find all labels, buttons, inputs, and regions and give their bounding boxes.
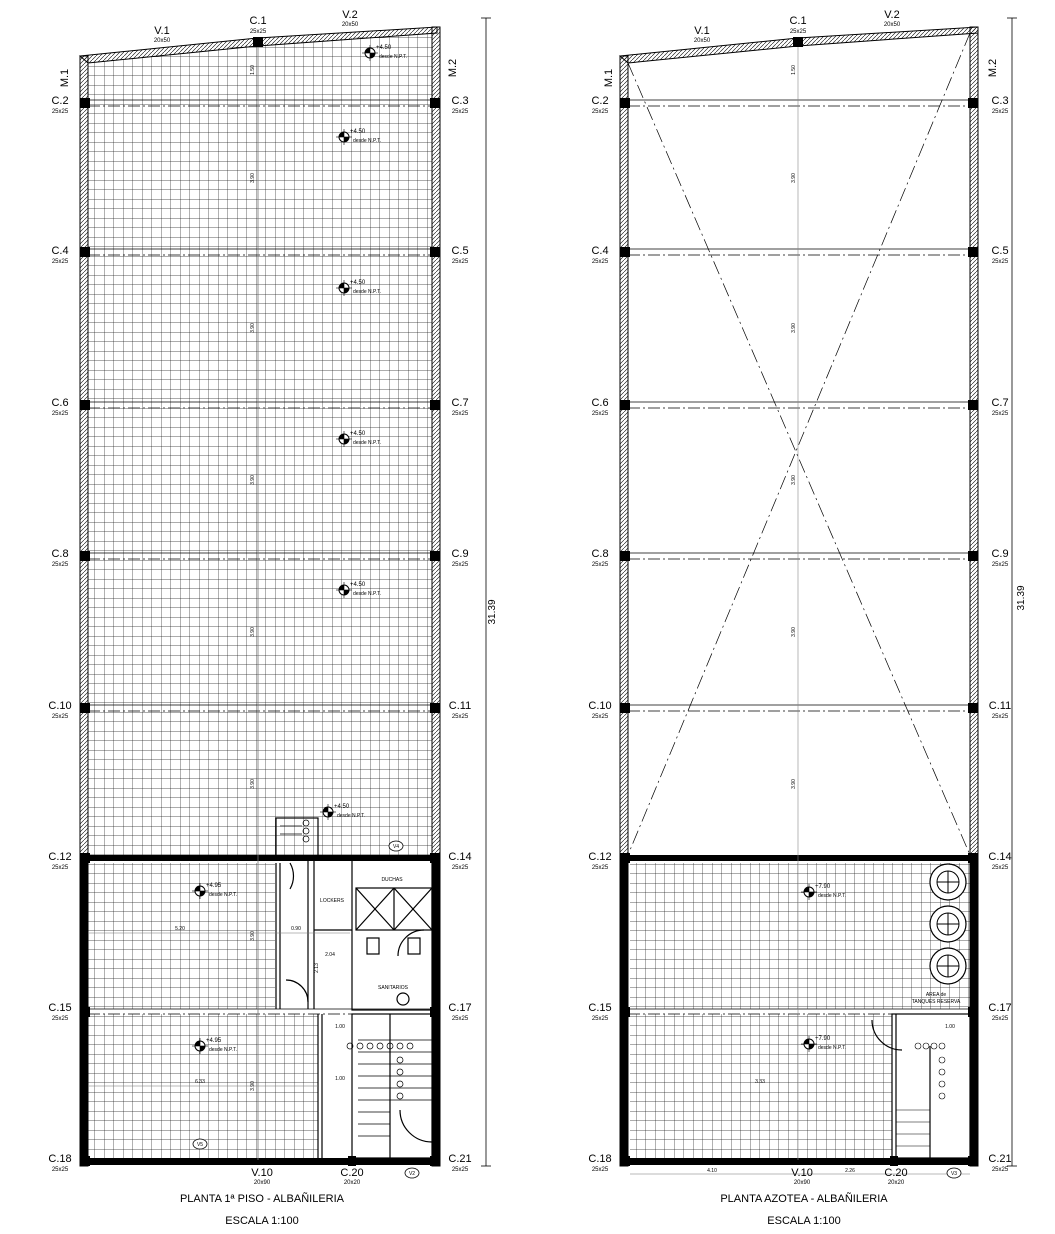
reserve-tanks	[930, 864, 966, 984]
svg-text:25x25: 25x25	[991, 562, 1009, 568]
svg-text:+4.50: +4.50	[376, 45, 392, 51]
svg-text:+4.95: +4.95	[206, 1038, 222, 1044]
svg-text:25x25: 25x25	[51, 1167, 69, 1173]
svg-text:+4.95: +4.95	[206, 883, 222, 889]
roof-label-v1: V.1	[694, 25, 710, 37]
label-v10: V.10	[251, 1167, 273, 1179]
svg-text:25x25: 25x25	[451, 411, 469, 417]
svg-text:25x25: 25x25	[991, 411, 1009, 417]
svg-text:C.2: C.2	[591, 95, 609, 107]
svg-text:C.12: C.12	[588, 851, 612, 863]
svg-text:C.18: C.18	[48, 1153, 72, 1165]
plan-title: PLANTA 1ª PISO - ALBAÑILERIA	[179, 1193, 345, 1205]
label-c20-size: 20x20	[343, 1180, 361, 1186]
svg-text:5.20: 5.20	[175, 926, 185, 932]
svg-text:3.90: 3.90	[791, 627, 797, 637]
svg-text:25x25: 25x25	[51, 865, 69, 871]
svg-text:+7.90: +7.90	[815, 1036, 831, 1042]
svg-text:C.6: C.6	[591, 397, 609, 409]
svg-text:DUCHAS: DUCHAS	[381, 877, 403, 883]
svg-text:C.10: C.10	[48, 700, 72, 712]
svg-text:20x50: 20x50	[883, 22, 901, 28]
roof-plan-title: PLANTA AZOTEA - ALBAÑILERIA	[720, 1193, 888, 1205]
svg-text:25x25: 25x25	[991, 109, 1009, 115]
svg-text:3.90: 3.90	[250, 323, 256, 333]
svg-text:25x25: 25x25	[591, 1016, 609, 1022]
label-c1: C.1	[249, 15, 267, 27]
svg-text:25x25: 25x25	[51, 109, 69, 115]
svg-text:C.2: C.2	[51, 95, 69, 107]
svg-text:25x25: 25x25	[51, 259, 69, 265]
svg-text:C.12: C.12	[48, 851, 72, 863]
bottom-wall	[80, 1158, 440, 1165]
roof-tiles-2	[630, 1014, 892, 1160]
svg-text:25x25: 25x25	[451, 259, 469, 265]
svg-text:3.90: 3.90	[791, 475, 797, 485]
svg-text:C.7: C.7	[451, 397, 469, 409]
svg-text:desde N.P.T.: desde N.P.T.	[353, 440, 381, 446]
svg-text:desde N.P.T.: desde N.P.T.	[209, 892, 237, 898]
svg-text:2.26: 2.26	[845, 1168, 855, 1174]
svg-text:C.15: C.15	[48, 1002, 72, 1014]
svg-text:25x25: 25x25	[591, 865, 609, 871]
roof-stair-steps	[896, 1043, 945, 1146]
label-m1: M.1	[59, 68, 71, 88]
svg-text:2.13: 2.13	[314, 963, 320, 973]
svg-text:C.11: C.11	[448, 700, 472, 712]
svg-text:25x25: 25x25	[451, 714, 469, 720]
svg-text:25x25: 25x25	[51, 562, 69, 568]
svg-text:C.5: C.5	[991, 245, 1009, 257]
svg-text:C.4: C.4	[51, 245, 69, 257]
svg-text:1.50: 1.50	[250, 65, 256, 75]
label-m2: M.2	[447, 58, 459, 78]
svg-text:4.10: 4.10	[707, 1168, 717, 1174]
svg-text:20x50: 20x50	[693, 38, 711, 44]
svg-text:C.8: C.8	[591, 548, 609, 560]
svg-text:C.9: C.9	[991, 548, 1009, 560]
svg-text:3.90: 3.90	[250, 1081, 256, 1091]
svg-text:C.21: C.21	[988, 1153, 1012, 1165]
svg-text:C.3: C.3	[991, 95, 1009, 107]
svg-text:C.15: C.15	[588, 1002, 612, 1014]
svg-text:desde N.P.T.: desde N.P.T.	[353, 591, 381, 597]
svg-text:3.90: 3.90	[250, 931, 256, 941]
svg-text:25x25: 25x25	[451, 1167, 469, 1173]
svg-text:desde N.P.T.: desde N.P.T.	[337, 813, 365, 819]
roof-slab-edge	[620, 855, 978, 861]
svg-text:C.17: C.17	[448, 1002, 472, 1014]
svg-text:V5: V5	[196, 1142, 204, 1148]
svg-text:C.8: C.8	[51, 548, 69, 560]
svg-text:+7.90: +7.90	[815, 884, 831, 890]
svg-text:25x25: 25x25	[51, 714, 69, 720]
floor-tiles-office-1	[88, 863, 275, 1009]
svg-text:25x25: 25x25	[789, 29, 807, 35]
svg-text:+4.50: +4.50	[350, 431, 366, 437]
svg-text:1.00: 1.00	[335, 1024, 345, 1030]
label-c1-size: 25x25	[249, 29, 267, 35]
svg-text:25x25: 25x25	[991, 714, 1009, 720]
svg-text:3.90: 3.90	[791, 173, 797, 183]
plan-primer-piso	[48, 9, 498, 1227]
svg-text:25x25: 25x25	[991, 1016, 1009, 1022]
svg-text:25x25: 25x25	[591, 562, 609, 568]
svg-text:20x90: 20x90	[793, 1180, 811, 1186]
roof-label-c1: C.1	[789, 15, 807, 27]
svg-text:+4.50: +4.50	[350, 129, 366, 135]
svg-text:C.11: C.11	[988, 700, 1012, 712]
void-cross	[628, 33, 970, 855]
svg-text:20x20: 20x20	[887, 1180, 905, 1186]
svg-text:V4: V4	[392, 844, 400, 850]
svg-text:C.5: C.5	[451, 245, 469, 257]
svg-text:6.33: 6.33	[195, 1079, 205, 1085]
svg-text:25x25: 25x25	[991, 259, 1009, 265]
svg-text:C.18: C.18	[588, 1153, 612, 1165]
svg-text:25x25: 25x25	[591, 259, 609, 265]
svg-text:C.10: C.10	[588, 700, 612, 712]
svg-text:25x25: 25x25	[991, 865, 1009, 871]
svg-text:3.90: 3.90	[791, 323, 797, 333]
svg-text:3.90: 3.90	[250, 627, 256, 637]
svg-text:C.7: C.7	[991, 397, 1009, 409]
svg-text:1.00: 1.00	[945, 1024, 955, 1030]
svg-text:1.00: 1.00	[335, 1076, 345, 1082]
label-v2-size: 20x50	[341, 22, 359, 28]
svg-text:desde N.P.T.: desde N.P.T.	[379, 54, 407, 60]
svg-text:25x25: 25x25	[451, 562, 469, 568]
svg-text:25x25: 25x25	[451, 865, 469, 871]
svg-text:desde N.P.T.: desde N.P.T.	[818, 1045, 846, 1051]
plan-scale: ESCALA 1:100	[225, 1215, 299, 1227]
svg-text:3.33: 3.33	[755, 1079, 765, 1085]
svg-text:25x25: 25x25	[451, 109, 469, 115]
svg-text:3.90: 3.90	[250, 475, 256, 485]
svg-text:C.3: C.3	[451, 95, 469, 107]
overall-dimension: 31.39	[487, 599, 498, 625]
svg-text:2.04: 2.04	[325, 952, 335, 958]
plan-azotea	[588, 9, 1027, 1227]
tank-area-label-2: TANQUES RESERVA	[911, 999, 961, 1005]
svg-text:desde N.P.T.: desde N.P.T.	[209, 1047, 237, 1053]
roof-label-v10: V.10	[791, 1167, 813, 1179]
svg-text:C.4: C.4	[591, 245, 609, 257]
svg-text:3.90: 3.90	[250, 173, 256, 183]
svg-text:3.90: 3.90	[250, 779, 256, 789]
svg-text:25x25: 25x25	[591, 411, 609, 417]
svg-text:1.50: 1.50	[791, 65, 797, 75]
svg-text:C.17: C.17	[988, 1002, 1012, 1014]
svg-text:+4.50: +4.50	[350, 582, 366, 588]
svg-text:SANITARIOS: SANITARIOS	[378, 985, 408, 991]
roof-column-labels	[588, 95, 1011, 1173]
svg-text:C.21: C.21	[448, 1153, 472, 1165]
room-labels	[320, 877, 409, 991]
roof-label-v2: V.2	[884, 9, 900, 21]
tank-area-label-1: AREA de	[925, 992, 947, 998]
svg-text:C.14: C.14	[988, 851, 1012, 863]
svg-text:C.6: C.6	[51, 397, 69, 409]
svg-text:3.90: 3.90	[791, 779, 797, 789]
svg-text:25x25: 25x25	[51, 1016, 69, 1022]
roof-label-m1: M.1	[603, 68, 615, 88]
svg-text:C.9: C.9	[451, 548, 469, 560]
roof-tiles-1	[630, 863, 970, 1009]
svg-text:25x25: 25x25	[991, 1167, 1009, 1173]
svg-text:25x25: 25x25	[591, 1167, 609, 1173]
label-v1: V.1	[154, 25, 170, 37]
svg-text:LOCKERS: LOCKERS	[320, 898, 344, 904]
roof-plan-scale: ESCALA 1:100	[767, 1215, 841, 1227]
svg-text:25x25: 25x25	[591, 714, 609, 720]
svg-text:25x25: 25x25	[591, 109, 609, 115]
svg-text:desde N.P.T.: desde N.P.T.	[818, 893, 846, 899]
svg-text:+4.50: +4.50	[334, 804, 350, 810]
svg-text:25x25: 25x25	[451, 1016, 469, 1022]
label-v2: V.2	[342, 9, 358, 21]
roof-window-tag: V3	[950, 1171, 958, 1177]
svg-text:C.14: C.14	[448, 851, 472, 863]
svg-text:+4.50: +4.50	[350, 280, 366, 286]
roof-label-m2: M.2	[987, 58, 999, 78]
roof-overall-dimension: 31.39	[1016, 585, 1027, 611]
roof-label-c20: C.20	[884, 1167, 908, 1179]
svg-text:desde N.P.T.: desde N.P.T.	[353, 289, 381, 295]
svg-text:desde N.P.T.: desde N.P.T.	[353, 138, 381, 144]
label-c20: C.20	[340, 1167, 364, 1179]
label-v10-size: 20x90	[253, 1180, 271, 1186]
svg-text:V2: V2	[408, 1171, 416, 1177]
floor-tiles-office-2	[88, 1014, 318, 1160]
roof-bottom-wall	[620, 1158, 978, 1165]
svg-text:0.90: 0.90	[291, 926, 301, 932]
label-v1-size: 20x50	[153, 38, 171, 44]
svg-text:25x25: 25x25	[51, 411, 69, 417]
